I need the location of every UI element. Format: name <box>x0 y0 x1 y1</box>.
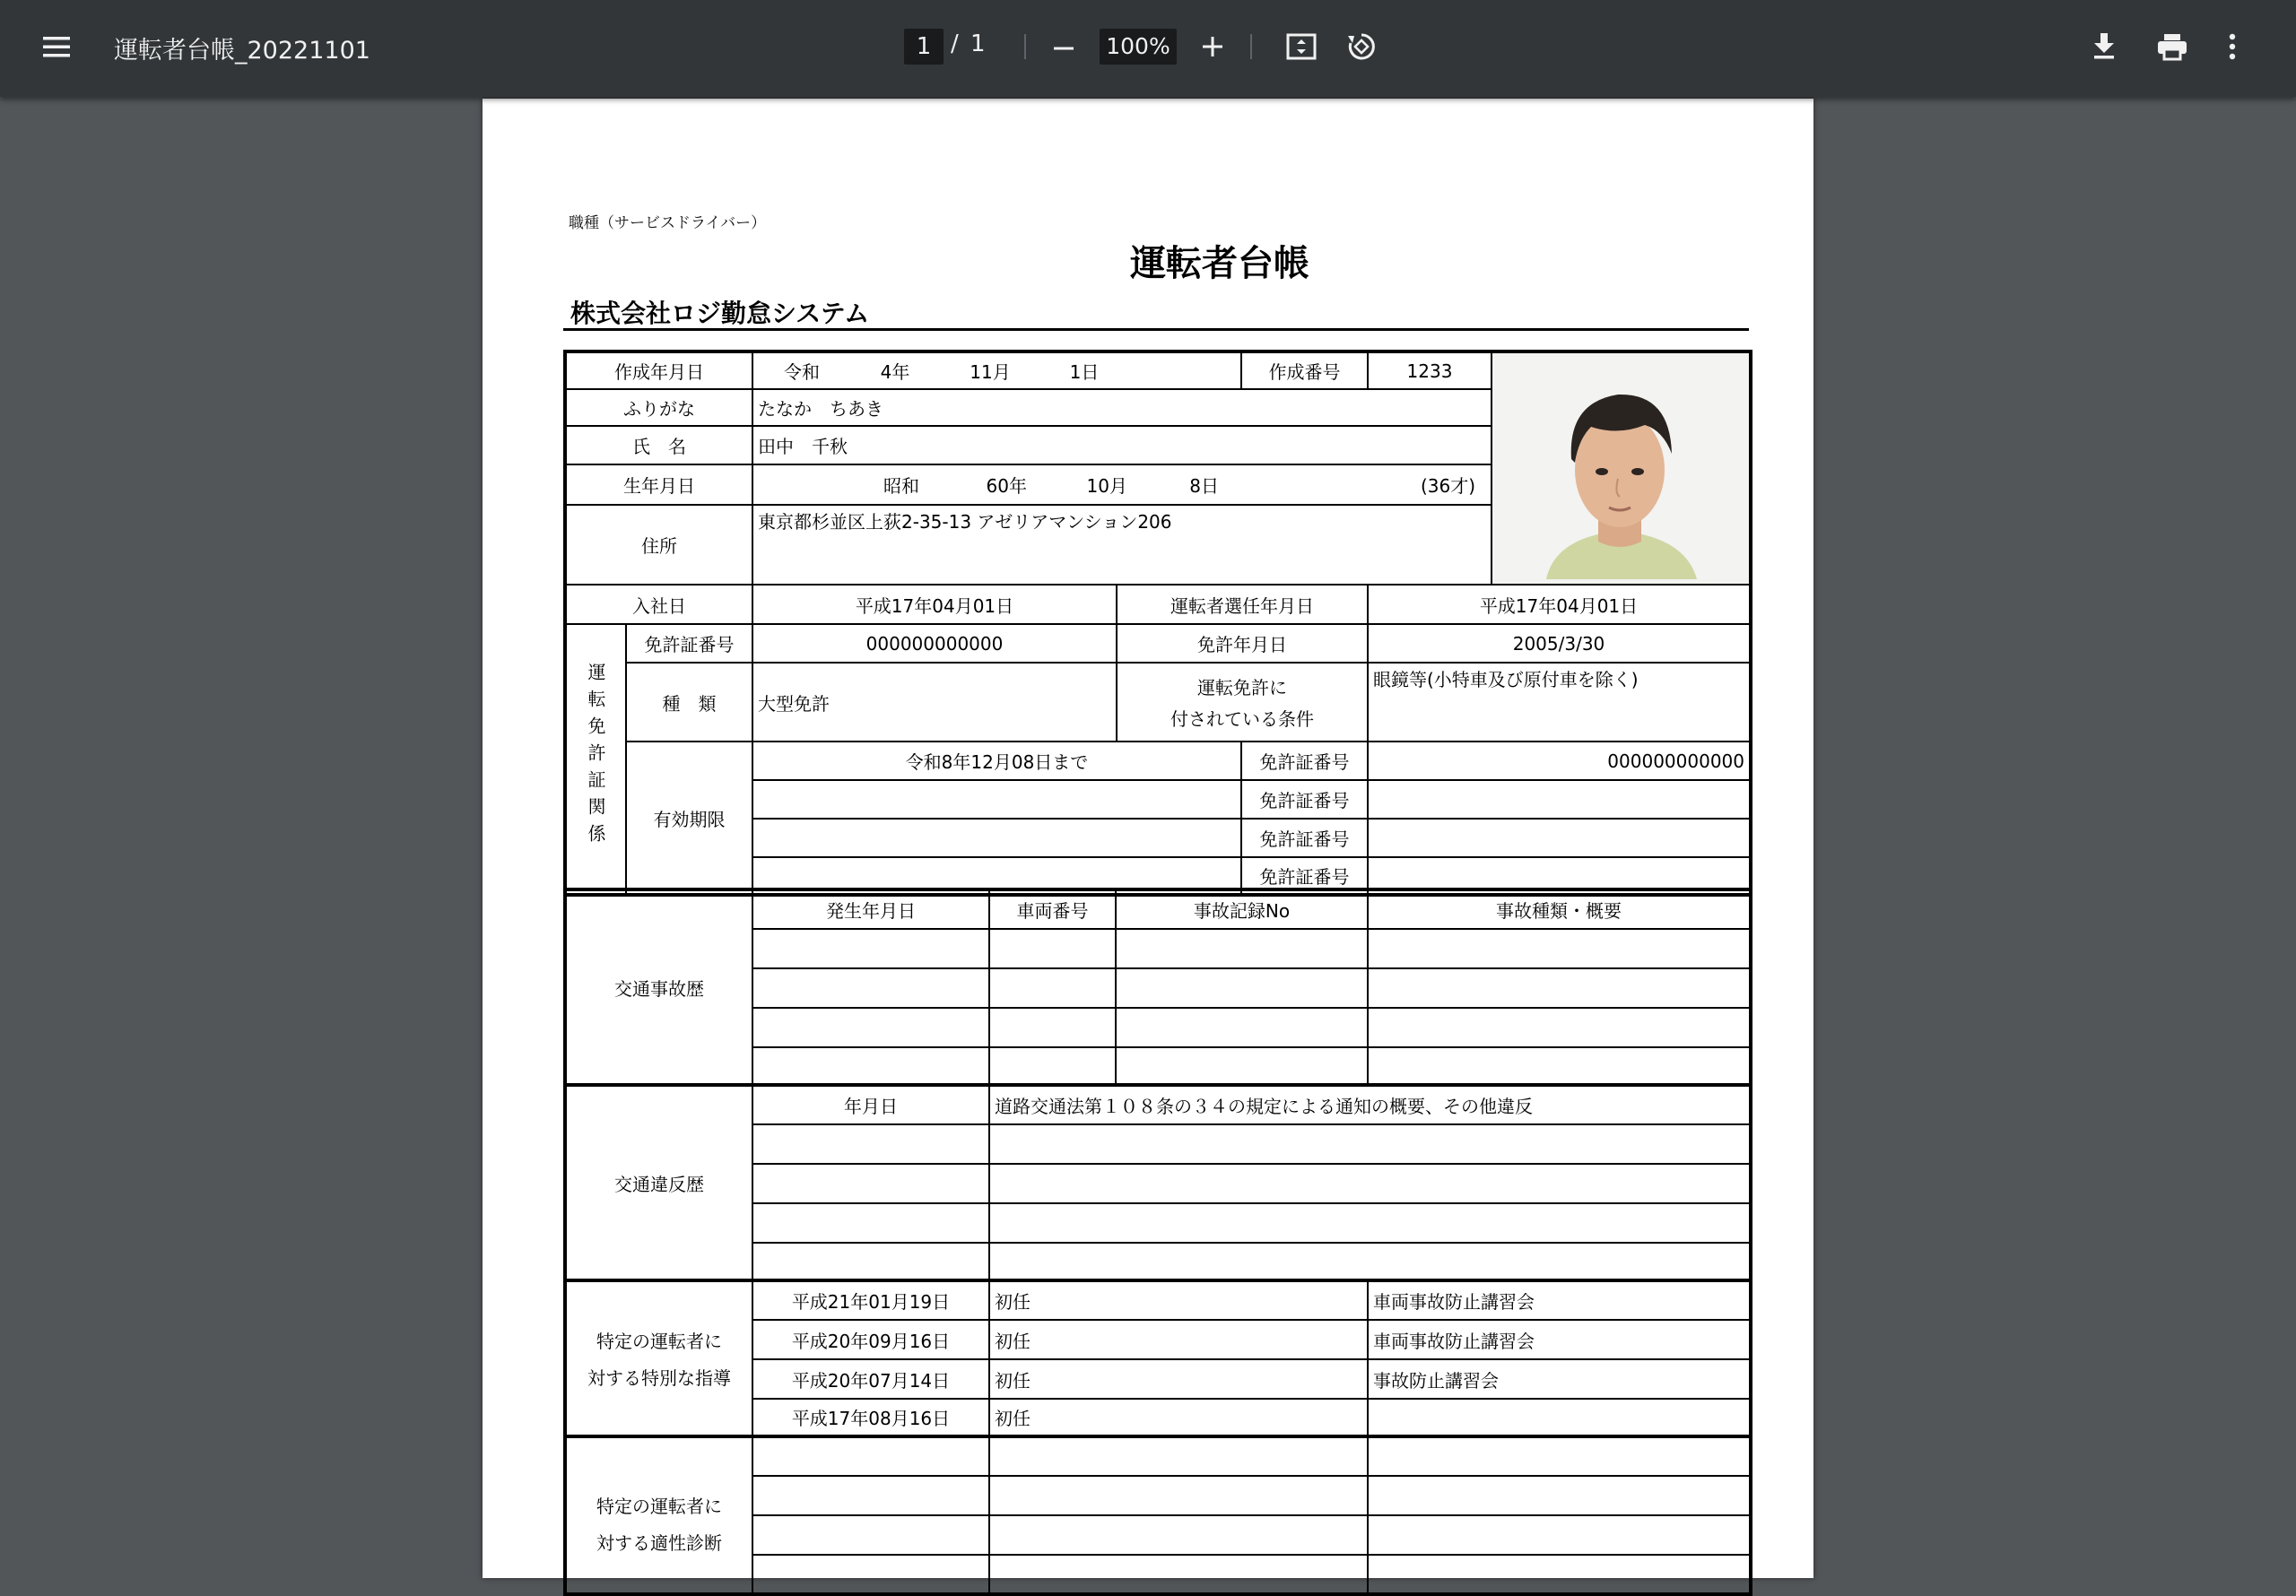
join-date-value: 平成17年04月01日 <box>752 585 1117 624</box>
furigana-label: ふりがな <box>565 389 752 425</box>
created-date-label: 作成年月日 <box>565 351 752 389</box>
license-conditions-value: 眼鏡等(小特車及び原付車を除く) <box>1368 663 1751 742</box>
aptitude-cell <box>1368 1555 1751 1594</box>
birth-year: 60年 <box>986 475 1027 498</box>
validity-row-label: 免許証番号 <box>1241 819 1368 857</box>
license-number-value: 000000000000 <box>752 624 1117 663</box>
special-guidance-label-line1: 特定の運転者に <box>596 1331 722 1352</box>
accident-header: 事故種類・概要 <box>1368 889 1751 929</box>
page-number-input[interactable]: 1 <box>904 29 944 65</box>
accident-cell <box>1368 1008 1751 1047</box>
address-value: 東京都杉並区上荻2-35-13 アゼリアマンション206 <box>752 505 1492 585</box>
violation-cell <box>752 1243 989 1280</box>
aptitude-cell <box>1368 1515 1751 1555</box>
aptitude-cell <box>1368 1476 1751 1515</box>
print-icon[interactable] <box>2156 32 2188 61</box>
birth-value <box>752 464 1492 505</box>
validity-row-blank <box>752 819 1241 857</box>
name-value: 田中 千秋 <box>752 426 1492 465</box>
toolbar-divider <box>1250 34 1252 59</box>
license-group-text: 運転免許証関係 <box>585 663 606 851</box>
accident-cell <box>752 1047 989 1085</box>
license-number-label: 免許証番号 <box>626 624 752 663</box>
number-label: 作成番号 <box>1241 351 1368 389</box>
violation-cell <box>752 1164 989 1203</box>
created-year: 4年 <box>880 361 910 384</box>
accident-cell <box>989 968 1116 1008</box>
accident-cell <box>752 1008 989 1047</box>
guidance-content <box>1368 1399 1751 1436</box>
violation-cell <box>989 1164 1751 1203</box>
company-name: 株式会社ロジ勤怠システム <box>570 299 870 328</box>
validity-row-label: 免許証番号 <box>1241 742 1368 780</box>
created-date-value <box>752 351 1241 389</box>
page-separator: / <box>951 30 959 57</box>
guidance-date: 平成20年09月16日 <box>752 1320 989 1359</box>
accident-cell <box>989 929 1116 968</box>
violation-header: 年月日 <box>752 1085 989 1124</box>
created-era: 令和 <box>784 361 820 384</box>
created-day: 1日 <box>1069 361 1100 384</box>
violation-cell <box>989 1243 1751 1280</box>
license-kind-value: 大型免許 <box>752 663 1117 742</box>
validity-row-label: 免許証番号 <box>1241 857 1368 895</box>
guidance-type: 初任 <box>989 1359 1368 1399</box>
driver-history-table <box>563 888 1752 1596</box>
license-conditions-label-line2: 付されている条件 <box>1170 708 1314 730</box>
zoom-in-icon[interactable] <box>1200 34 1225 59</box>
more-icon[interactable] <box>2228 32 2237 61</box>
accident-cell <box>1368 929 1751 968</box>
birth-day: 8日 <box>1189 475 1219 498</box>
validity-value: 令和8年12月08日まで <box>752 742 1241 780</box>
violation-cell <box>752 1124 989 1164</box>
accident-history-label: 交通事故歴 <box>565 889 752 1085</box>
birth-era: 昭和 <box>883 475 919 498</box>
validity-label: 有効期限 <box>626 742 752 895</box>
driver-portrait <box>1492 353 1749 584</box>
accident-cell <box>752 968 989 1008</box>
license-kind-label: 種 類 <box>626 663 752 742</box>
accident-cell <box>752 929 989 968</box>
violation-header: 道路交通法第１０８条の３４の規定による通知の概要、その他違反 <box>989 1085 1751 1124</box>
aptitude-cell <box>989 1555 1368 1594</box>
pdf-toolbar <box>0 0 2296 97</box>
license-conditions-label-line1: 運転免許に <box>1197 677 1287 698</box>
accident-header: 車両番号 <box>989 889 1116 929</box>
special-guidance-label-line2: 対する特別な指導 <box>587 1367 731 1389</box>
guidance-date: 平成21年01月19日 <box>752 1280 989 1320</box>
zoom-out-icon[interactable] <box>1051 36 1076 61</box>
guidance-date: 平成20年07月14日 <box>752 1359 989 1399</box>
guidance-type: 初任 <box>989 1320 1368 1359</box>
document-title: 運転者台帳_20221101 <box>114 37 370 65</box>
accident-cell <box>1368 968 1751 1008</box>
appointed-date-value: 平成17年04月01日 <box>1368 585 1751 624</box>
validity-row-value: 000000000000 <box>1368 742 1751 780</box>
job-type-label: 職種（サービスドライバー） <box>569 214 767 232</box>
guidance-content: 車両事故防止講習会 <box>1368 1280 1751 1320</box>
aptitude-cell <box>752 1515 989 1555</box>
license-date-label: 免許年月日 <box>1117 624 1368 663</box>
guidance-type: 初任 <box>989 1280 1368 1320</box>
accident-cell <box>1116 968 1368 1008</box>
aptitude-cell <box>752 1555 989 1594</box>
page-total: 1 <box>970 30 986 57</box>
menu-icon[interactable] <box>41 34 72 59</box>
violation-history-label: 交通違反歴 <box>565 1085 752 1280</box>
address-label: 住所 <box>565 505 752 585</box>
guidance-content: 車両事故防止講習会 <box>1368 1320 1751 1359</box>
number-value: 1233 <box>1368 351 1492 389</box>
license-date-value: 2005/3/30 <box>1368 624 1751 663</box>
validity-row-value <box>1368 780 1751 819</box>
accident-header: 事故記録No <box>1116 889 1368 929</box>
accident-cell <box>1116 1047 1368 1085</box>
aptitude-label-line2: 対する適性診断 <box>596 1532 722 1554</box>
aptitude-cell <box>989 1515 1368 1555</box>
aptitude-cell <box>989 1476 1368 1515</box>
validity-row-blank <box>752 780 1241 819</box>
guidance-date: 平成17年08月16日 <box>752 1399 989 1436</box>
furigana-value: たなか ちあき <box>752 389 1492 425</box>
driver-photo <box>1492 351 1751 585</box>
accident-cell <box>989 1047 1116 1085</box>
accident-cell <box>1116 1008 1368 1047</box>
guidance-content: 事故防止講習会 <box>1368 1359 1751 1399</box>
name-label: 氏 名 <box>565 426 752 465</box>
aptitude-cell <box>752 1436 989 1476</box>
join-date-label: 入社日 <box>565 585 752 624</box>
birth-label: 生年月日 <box>565 464 752 505</box>
violation-cell <box>989 1203 1751 1243</box>
download-icon[interactable] <box>2090 30 2118 61</box>
aptitude-label-line1: 特定の運転者に <box>596 1496 722 1517</box>
driver-info-table <box>563 350 1752 897</box>
fit-page-icon[interactable] <box>1286 32 1317 61</box>
created-month: 11月 <box>970 361 1011 384</box>
license-group-label <box>565 624 626 895</box>
validity-row-value <box>1368 819 1751 857</box>
accident-cell <box>989 1008 1116 1047</box>
zoom-level-input[interactable]: 100% <box>1100 29 1177 65</box>
birth-month: 10月 <box>1086 475 1127 498</box>
age-value: (36才) <box>1420 475 1475 498</box>
aptitude-cell <box>752 1476 989 1515</box>
pdf-page <box>483 99 1813 1578</box>
aptitude-diagnosis-label <box>565 1436 752 1594</box>
special-guidance-label <box>565 1280 752 1436</box>
accident-cell <box>1368 1047 1751 1085</box>
birth-date-parts <box>758 475 1219 497</box>
accident-header: 発生年月日 <box>752 889 989 929</box>
company-underline <box>563 328 1749 331</box>
guidance-type: 初任 <box>989 1399 1368 1436</box>
rotate-icon[interactable] <box>1345 30 1378 63</box>
violation-cell <box>752 1203 989 1243</box>
aptitude-cell <box>1368 1436 1751 1476</box>
appointed-date-label: 運転者選任年月日 <box>1117 585 1368 624</box>
validity-row-label: 免許証番号 <box>1241 780 1368 819</box>
accident-cell <box>1116 929 1368 968</box>
document-heading: 運転者台帳 <box>1130 243 1309 284</box>
aptitude-cell <box>989 1436 1368 1476</box>
toolbar-divider <box>1024 34 1026 59</box>
violation-cell <box>989 1124 1751 1164</box>
license-conditions-label <box>1117 663 1368 742</box>
